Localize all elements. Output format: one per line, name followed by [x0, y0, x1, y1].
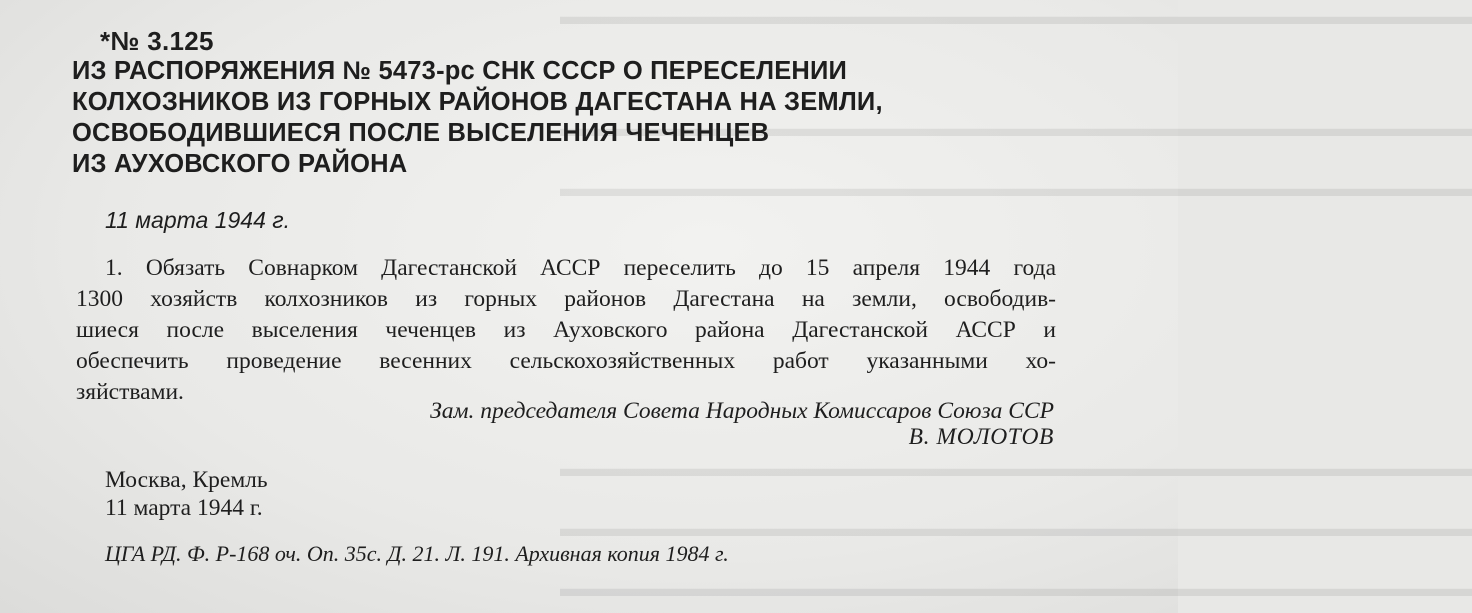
- body-line: шиеся после выселения чеченцев из Ауховского района Дагестанской АССР и: [76, 317, 1056, 343]
- place: Москва, Кремль: [105, 467, 268, 493]
- heading-line: КОЛХОЗНИКОВ ИЗ ГОРНЫХ РАЙОНОВ ДАГЕСТАНА НА ЗЕМЛИ,: [72, 88, 883, 116]
- bleed-through-line: ▬▬▬▬▬▬▬▬▬▬▬▬▬▬▬▬▬▬▬▬▬▬▬▬▬▬▬▬▬▬▬▬▬▬▬▬▬▬: [560, 516, 1472, 542]
- bleed-through-line: ▬▬▬▬▬▬▬▬▬▬▬▬▬▬▬▬▬▬▬▬▬▬▬▬▬▬▬▬▬▬▬▬▬▬▬▬▬▬: [560, 116, 1472, 142]
- heading-line: ИЗ РАСПОРЯЖЕНИЯ № 5473-рс СНК СССР О ПЕРЕСЕЛЕНИИ: [72, 57, 848, 85]
- signature-title: Зам. председателя Совета Народных Комиссаров Союза ССР: [430, 398, 1054, 424]
- bleed-through-line: ▬▬▬▬▬▬▬▬▬▬▬▬▬▬▬▬▬▬▬▬▬▬▬▬▬▬▬▬▬▬▬▬▬▬▬▬▬▬: [560, 576, 1472, 602]
- archive-source: ЦГА РД. Ф. Р-168 оч. Оп. 35с. Д. 21. Л. 191. Архивная копия 1984 г.: [105, 541, 729, 566]
- document-date: 11 марта 1944 г.: [105, 207, 290, 233]
- bleed-through-line: ▬▬▬▬▬▬▬▬▬▬▬▬▬▬▬▬▬▬▬▬▬▬▬▬▬▬▬▬▬▬▬▬▬▬▬▬▬▬: [560, 456, 1472, 482]
- place-date: 11 марта 1944 г.: [105, 495, 263, 521]
- body-line: 1300 хозяйств колхозников из горных районов Дагестана на земли, освободив-: [76, 286, 1056, 312]
- place-and-date: [105, 466, 268, 522]
- body-line: обеспечить проведение весенних сельскохозяйственных работ указанными хо-: [76, 348, 1056, 374]
- body-line: зяйствами.: [76, 379, 184, 405]
- heading-line: ИЗ АУХОВСКОГО РАЙОНА: [72, 150, 408, 178]
- signature-name: В. МОЛОТОВ: [908, 424, 1054, 450]
- document-body: [76, 253, 1056, 408]
- document-heading: [72, 56, 883, 180]
- bleed-through-line: ▬▬▬▬▬▬▬▬▬▬▬▬▬▬▬▬▬▬▬▬▬▬▬▬▬▬▬▬▬▬▬▬▬▬▬▬▬▬: [560, 4, 1472, 30]
- document-number: *№ 3.125: [100, 26, 214, 56]
- body-line: 1. Обязать Совнарком Дагестанской АССР переселить до 15 апреля 1944 года: [105, 255, 1056, 281]
- bleed-through-line: ▬▬▬▬▬▬▬▬▬▬▬▬▬▬▬▬▬▬▬▬▬▬▬▬▬▬▬▬▬▬▬▬▬▬▬▬▬▬: [560, 176, 1472, 202]
- heading-line: ОСВОБОДИВШИЕСЯ ПОСЛЕ ВЫСЕЛЕНИЯ ЧЕЧЕНЦЕВ: [72, 119, 770, 147]
